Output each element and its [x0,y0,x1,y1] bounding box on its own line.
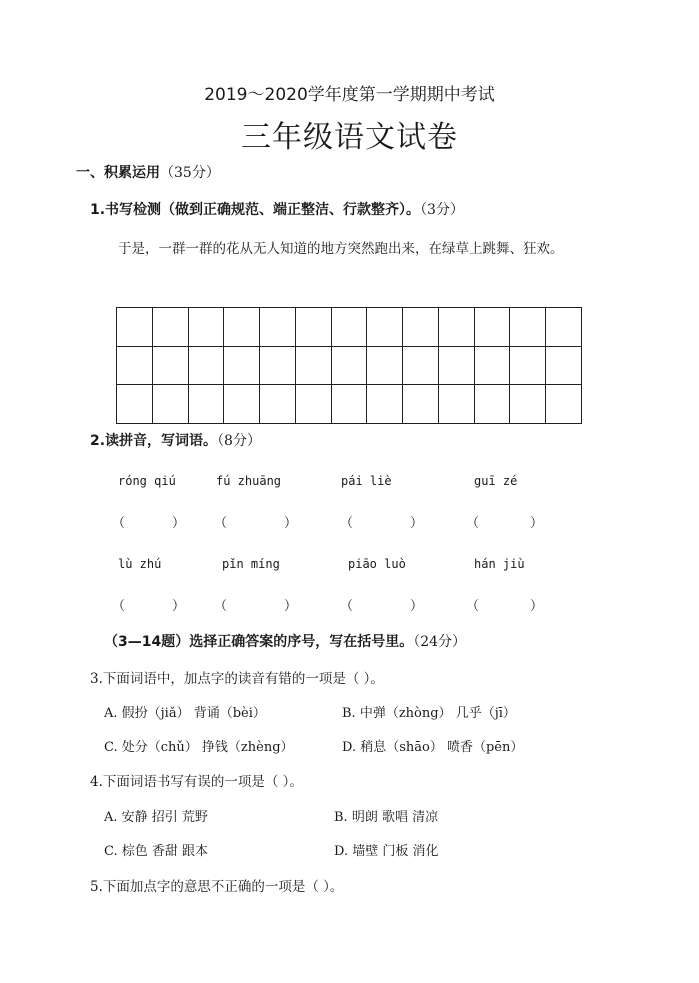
multiple-choice-text: （3—14题）选择正确答案的序号，写在括号里。 [104,634,414,650]
grid-cell [331,385,367,424]
grid-cell [260,346,296,385]
exam-title: 三年级语文试卷 [241,120,458,155]
question-3-text: 3.下面词语中，加点字的读音有错的一项是（ ）。 [90,671,384,687]
pinyin-item: piāo luò [348,557,406,571]
grid-row [117,346,582,385]
grid-cell [474,308,510,347]
grid-cell [188,385,224,424]
copy-sentence: 于是，一群一群的花从无人知道的地方突然跑出来，在绿草上跳舞、狂欢。 [118,241,564,257]
answer-paren-close: ） [410,599,424,614]
pinyin-item: pái liè [341,474,392,488]
answer-paren-close: ） [284,599,298,614]
grid-cell [224,385,260,424]
grid-cell [295,346,331,385]
grid-cell [367,346,403,385]
answer-paren-close: ） [284,516,298,531]
grid-cell [152,308,188,347]
exam-year-line: 2019～2020学年度第一学期期中考试 [204,85,495,105]
question-2-text: 2.读拼音，写词语。 [90,433,218,449]
grid-cell [438,308,474,347]
grid-cell [546,385,582,424]
grid-cell [510,308,546,347]
question-1-points: （3分） [420,202,464,218]
multiple-choice-heading [104,631,466,651]
question-2-points: （8分） [217,433,261,449]
pinyin-item: róng qiú [118,474,176,488]
question-1-text: 1.书写检测（做到正确规范、端正整洁、行款整齐）。 [90,202,421,218]
grid-cell [510,385,546,424]
grid-cell [117,308,153,347]
writing-grid [116,307,582,424]
grid-cell [510,346,546,385]
grid-cell [474,346,510,385]
answer-paren-open: （ [340,599,354,614]
grid-cell [367,308,403,347]
grid-cell [260,385,296,424]
section-heading [76,162,220,182]
answer-paren-close: ） [172,599,186,614]
answer-paren-close: ） [410,516,424,531]
grid-cell [546,308,582,347]
option-c: C. 处分（chǔ） 挣钱（zhèng） [104,740,294,755]
pinyin-item: lù zhú [118,557,162,571]
grid-cell [438,346,474,385]
pinyin-item: guī zé [474,474,518,488]
answer-paren-open: （ [340,516,354,531]
answer-paren-open: （ [466,516,480,531]
option-d: D. 稍息（shāo） 喷香（pēn） [342,740,524,755]
option-d: D. 墙壁 门板 消化 [334,844,439,859]
answer-paren-open: （ [214,599,228,614]
grid-cell [367,385,403,424]
option-a: A. 安静 招引 荒野 [104,810,208,825]
option-a: A. 假扮（jiǎ） 背诵（bèi） [104,706,266,721]
grid-cell [474,385,510,424]
grid-cell [403,346,439,385]
pinyin-item: pǐn míng [222,557,280,571]
grid-cell [224,308,260,347]
pinyin-item: fú zhuāng [216,474,282,488]
grid-cell [152,385,188,424]
grid-cell [403,385,439,424]
grid-cell [331,346,367,385]
question-4-text: 4.下面词语书写有误的一项是（ ）。 [90,774,303,790]
grid-cell [224,346,260,385]
option-b: B. 明朗 歌唱 清凉 [334,810,439,825]
answer-paren-open: （ [112,516,126,531]
grid-cell [403,308,439,347]
grid-cell [438,385,474,424]
grid-cell [152,346,188,385]
answer-paren-open: （ [112,599,126,614]
answer-paren-close: ） [530,599,544,614]
grid-cell [117,346,153,385]
multiple-choice-points: （24分） [413,634,467,650]
question-5-text: 5.下面加点字的意思不正确的一项是（ ）。 [90,879,344,895]
question-2-heading [90,430,261,450]
grid-cell [546,346,582,385]
grid-cell [117,385,153,424]
grid-cell [188,346,224,385]
answer-paren-open: （ [214,516,228,531]
answer-paren-close: ） [172,516,186,531]
grid-cell [260,308,296,347]
grid-cell [331,308,367,347]
answer-paren-close: ） [530,516,544,531]
grid-row [117,308,582,347]
option-b: B. 中弹（zhòng） 几乎（jī） [342,706,516,721]
grid-cell [295,308,331,347]
section-title: 一、积累运用 [76,165,160,181]
option-c: C. 棕色 香甜 跟本 [104,844,209,859]
grid-row [117,385,582,424]
grid-cell [188,308,224,347]
answer-paren-open: （ [466,599,480,614]
grid-cell [295,385,331,424]
question-1-heading [90,199,464,219]
section-points: （35分） [160,165,220,181]
pinyin-item: hán jiù [474,557,525,571]
